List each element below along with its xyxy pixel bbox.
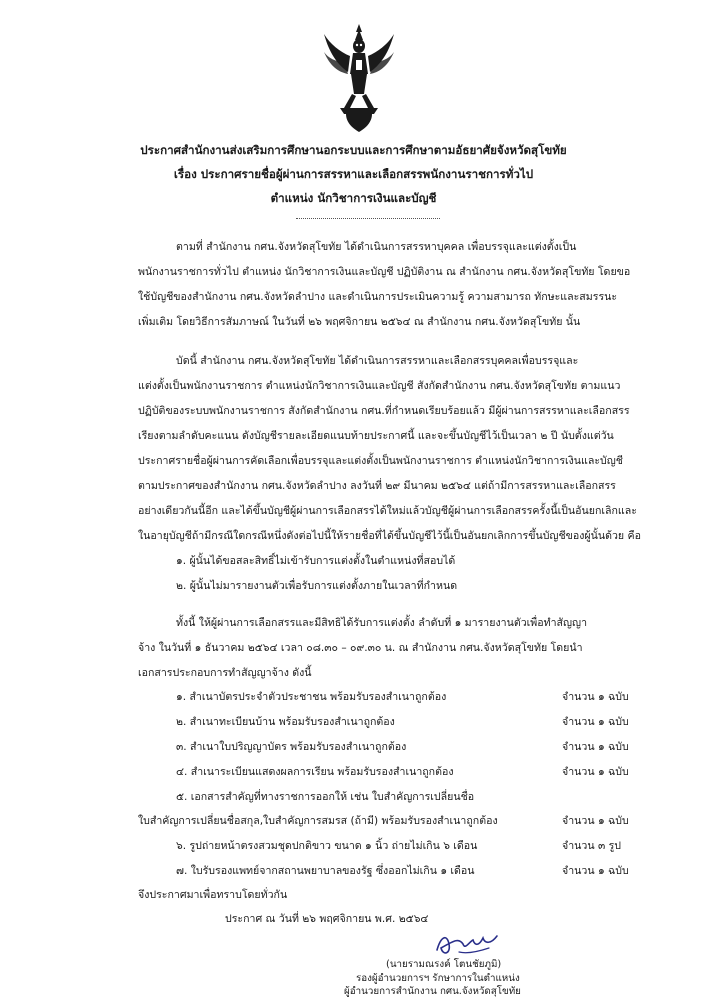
announcement-subject: เรื่อง ประกาศรายชื่อผู้ผ่านการสรรหาและเลือกสรรพนักงานราชการทั่วไป bbox=[173, 167, 534, 181]
paragraph2-line: ในอายุบัญชีถ้ามีกรณีใดกรณีหนึ่งดังต่อไปนี้ให้รายชื่อที่ได้ขึ้นบัญชีไว้นี้เป็นอันยกเลิกการขึ้นบัญชีของผู้นั้นด้วย คือ bbox=[138, 530, 641, 542]
document-quantity: จำนวน ๑ ฉบับ bbox=[562, 766, 629, 778]
document-quantity: จำนวน ๑ ฉบับ bbox=[562, 815, 629, 827]
document-item: ๒. สำเนาทะเบียนบ้าน พร้อมรับรองสำเนาถูกต้อง bbox=[176, 716, 395, 728]
document-item: ๗. ใบรับรองแพทย์จากสถานพยาบาลของรัฐ ซึ่งออกไม่เกิน ๑ เดือน bbox=[176, 865, 475, 877]
document-item: ๕. เอกสารสำคัญที่ทางราชการออกให้ เช่น ใบสำคัญการเปลี่ยนชื่อ bbox=[176, 791, 475, 803]
paragraph1-line: เพิ่มเติม โดยวิธีการสัมภาษณ์ ในวันที่ ๒๖ พฤศจิกายน ๒๕๖๔ ณ สำนักงาน กศน.จังหวัดสุโขทัย นั้น bbox=[138, 316, 581, 328]
document-item: ๔. สำเนาระเบียนแสดงผลการเรียน พร้อมรับรองสำเนาถูกต้อง bbox=[176, 766, 454, 778]
cancel-condition-item: ๒. ผู้นั้นไม่มารายงานตัวเพื่อรับการแต่งตั้งภายในเวลาที่กำหนด bbox=[176, 580, 458, 592]
paragraph2-line: ปฏิบัติของระบบพนักงานราชการ สังกัดสำนักงาน กศน.ที่กำหนดเรียบร้อยแล้ว มีผู้ผ่านการสรรหาและเลือกสรร bbox=[138, 405, 630, 417]
paragraph3-line: จ้าง ในวันที่ ๑ ธันวาคม ๒๕๖๔ เวลา ๐๘.๓๐ – ๐๙.๓๐ น. ณ สำนักงาน กศน.จังหวัดสุโขทัย โดยนำ bbox=[138, 642, 583, 654]
closing-statement: จึงประกาศมาเพื่อทราบโดยทั่วกัน bbox=[138, 889, 288, 901]
document-quantity: จำนวน ๓ รูป bbox=[562, 840, 621, 852]
document-item: ๓. สำเนาใบปริญญาบัตร พร้อมรับรองสำเนาถูกต้อง bbox=[176, 741, 407, 753]
announcement-position: ตำแหน่ง นักวิชาการเงินและบัญชี bbox=[270, 191, 437, 205]
signature-icon bbox=[433, 930, 503, 958]
paragraph3-line: เอกสารประกอบการทำสัญญาจ้าง ดังนี้ bbox=[138, 667, 312, 679]
paragraph2-line: เรียงตามลำดับคะแนน ดังบัญชีรายละเอียดแนบท้ายประกาศนี้ และจะขึ้นบัญชีไว้เป็นเวลา ๒ ปี นับตั้งแต่วัน bbox=[138, 430, 614, 442]
signer-position: รองผู้อำนวยการฯ รักษาการในตำแหน่ง bbox=[356, 973, 520, 984]
title-separator bbox=[296, 218, 440, 219]
signer-name: (นายรามณรงค์ โตนชัยภูมิ) bbox=[386, 959, 502, 970]
paragraph3-line: ทั้งนี้ ให้ผู้ผ่านการเลือกสรรและมีสิทธิได้รับการแต่งตั้ง ลำดับที่ ๑ มารายงานตัวเพื่อทำสัญญา bbox=[176, 617, 588, 629]
document-item-continued: ใบสำคัญการเปลี่ยนชื่อสกุล,ใบสำคัญการสมรส (ถ้ามี) พร้อมรับรองสำเนาถูกต้อง bbox=[138, 815, 498, 827]
document-quantity: จำนวน ๑ ฉบับ bbox=[562, 865, 629, 877]
paragraph2-line: แต่งตั้งเป็นพนักงานราชการ ตำแหน่งนักวิชาการเงินและบัญชี สังกัดสำนักงาน กศน.จังหวัดสุโขทัย ตามแนว bbox=[138, 380, 621, 392]
paragraph1-line: ใช้บัญชีของสำนักงาน กศน.จังหวัดลำปาง และดำเนินการประเมินความรู้ ความสามารถ ทักษะและสมรรนะ bbox=[138, 291, 618, 303]
paragraph2-line: ประกาศรายชื่อผู้ผ่านการคัดเลือกเพื่อบรรจุและแต่งตั้งเป็นพนักงานราชการ ตำแหน่งนักวิชาการเงินและบัญชี bbox=[138, 455, 624, 467]
document-quantity: จำนวน ๑ ฉบับ bbox=[562, 716, 629, 728]
document-quantity: จำนวน ๑ ฉบับ bbox=[562, 691, 629, 703]
paragraph2-line: อย่างเดียวกันนี้อีก และได้ขึ้นบัญชีผู้ผ่านการเลือกสรรได้ใหม่แล้วบัญชีผู้ผ่านการเลือกสรรครั้งนี้เป็นอันยกเลิกและ bbox=[138, 505, 637, 517]
paragraph2-line: บัดนี้ สำนักงาน กศน.จังหวัดสุโขทัย ได้ดำเนินการสรรหาและเลือกสรรบุคคลเพื่อบรรจุและ bbox=[176, 355, 579, 367]
garuda-emblem-icon bbox=[322, 22, 396, 134]
paragraph1-line: พนักงานราชการทั่วไป ตำแหน่ง นักวิชาการเงินและบัญชี ปฏิบัติงาน ณ สำนักงาน กศน.จังหวัดสุโขทัย โดยขอ bbox=[138, 266, 631, 278]
document-item: ๑. สำเนาบัตรประจำตัวประชาชน พร้อมรับรองสำเนาถูกต้อง bbox=[176, 691, 447, 703]
paragraph1-line: ตามที่ สำนักงาน กศน.จังหวัดสุโขทัย ได้ดำเนินการสรรหาบุคคล เพื่อบรรจุและแต่งตั้งเป็น bbox=[176, 241, 577, 253]
announcement-title: ประกาศสำนักงานส่งเสริมการศึกษานอกระบบและการศึกษาตามอัธยาศัยจังหวัดสุโขทัย bbox=[140, 143, 567, 157]
announcement-date: ประกาศ ณ วันที่ ๒๖ พฤศจิกายน พ.ศ. ๒๕๖๔ bbox=[225, 913, 429, 925]
signer-position: ผู้อำนวยการสำนักงาน กศน.จังหวัดสุโขทัย bbox=[344, 986, 521, 997]
paragraph2-line: ตามประกาศของสำนักงาน กศน.จังหวัดลำปาง ลงวันที่ ๒๙ มีนาคม ๒๕๖๔ แต่ถ้ามีการสรรหาและเลือกสรร bbox=[138, 480, 616, 492]
cancel-condition-item: ๑. ผู้นั้นได้ขอสละสิทธิ์ไม่เข้ารับการแต่งตั้งในตำแหน่งที่สอบได้ bbox=[176, 555, 456, 567]
document-item: ๖. รูปถ่ายหน้าตรงสวมชุดปกติขาว ขนาด ๑ นิ้ว ถ่ายไม่เกิน ๖ เดือน bbox=[176, 840, 478, 852]
document-quantity: จำนวน ๑ ฉบับ bbox=[562, 741, 629, 753]
